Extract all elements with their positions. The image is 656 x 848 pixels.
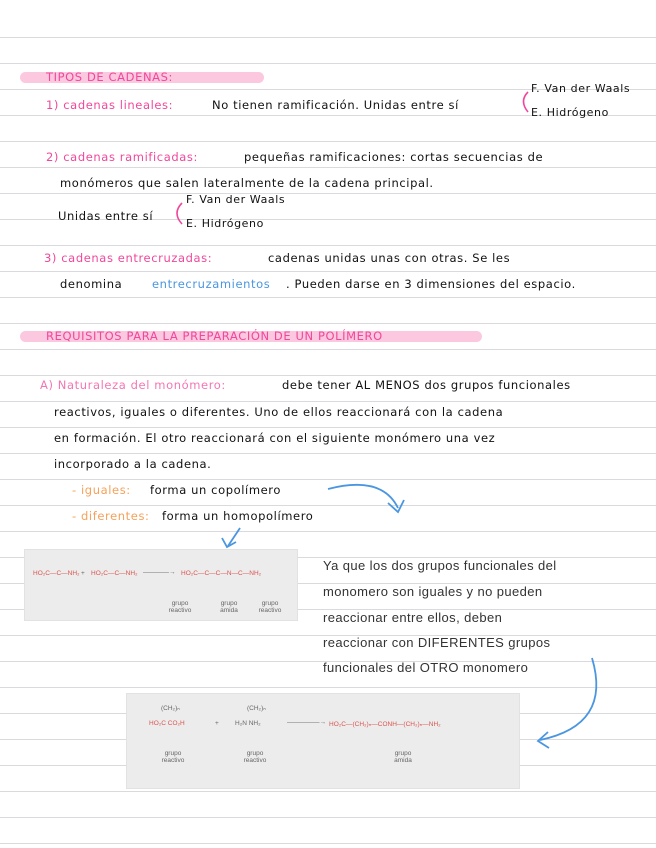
entrecruzadas-text-2c: . Pueden darse en 3 dimensiones del espacio. [286,277,576,291]
ramificadas-brace-1: F. Van der Waals [186,193,286,206]
lineales-brace-2: E. Hidrógeno [531,106,609,119]
naturaleza-text-3: en formación. El otro reaccionará con el siguiente monómero una vez [54,431,496,445]
reaction-2-label-1: grupo reactivo [161,750,185,764]
ramificadas-union: Unidas entre sí [58,209,154,223]
entrecruzadas-term: entrecruzamientos [152,277,271,291]
reaction-2-label-2: grupo reactivo [243,750,267,764]
reaction-2-monomer-1: HO₂C CO₂H [149,720,185,727]
naturaleza-text-2: reactivos, iguales o diferentes. Uno de ellos reaccionará con la cadena [54,405,504,419]
lineales-label: 1) cadenas lineales: [46,98,174,112]
heading-requisitos: REQUISITOS PARA LA PREPARACIÓN DE UN POLÍMERO [46,329,383,343]
explanation-line-3: reaccionar entre ellos, deben [323,610,503,625]
naturaleza-text-1: debe tener AL MENOS dos grupos funcionales [282,378,571,392]
reaction-2-monomer-2: H₂N NH₂ [235,720,261,727]
explanation-line-4: reaccionar con DIFERENTES grupos [323,635,551,650]
reaction-1-label-3: grupo reactivo [258,600,282,614]
reaction-1-monomer-1: HO₂C—C—NH₂ [33,570,80,577]
reaction-1-label-1: grupo reactivo [168,600,192,614]
reaction-1-product: HO₂C—C—C—N—C—NH₂ [181,570,262,577]
entrecruzadas-label: 3) cadenas entrecruzadas: [44,251,213,265]
reaction-1-arrow: ————→ [143,569,176,576]
diferentes-label: - diferentes: [72,509,150,523]
ramificadas-label: 2) cadenas ramificadas: [46,150,198,164]
ramificadas-text-1: pequeñas ramificaciones: cortas secuencias de [244,150,544,164]
naturaleza-label: A) Naturaleza del monómero: [40,378,226,392]
explanation-line-5: funcionales del OTRO monomero [323,660,529,675]
reaction-1-label-2: grupo amida [220,600,238,614]
ramificadas-brace-2: E. Hidrógeno [186,217,264,230]
reaction-1-plus: + [81,570,85,577]
reaction-1-monomer-2: HO₂C—C—NH₂ [91,570,138,577]
iguales-label: - iguales: [72,483,131,497]
arrowhead-2 [222,538,236,547]
arrow-to-reaction-2 [540,658,596,740]
explanation-line-1: Ya que los dos grupos funcionales del [323,558,557,573]
diferentes-text: forma un homopolímero [162,509,314,523]
lineales-brace-1: F. Van der Waals [531,82,631,95]
explanation-line-2: monomero son iguales y no pueden [323,584,543,599]
reaction-2-label-3: grupo amida [394,750,412,764]
entrecruzadas-text-2a: denomina [60,277,123,291]
brace-lineales [524,92,529,112]
iguales-text: forma un copolímero [150,483,282,497]
arrow-iguales-to-explanation [328,485,398,508]
reaction-2-arrow: —————→ [287,719,326,726]
heading-tipos-de-cadenas: TIPOS DE CADENAS: [46,70,173,84]
entrecruzadas-text-1: cadenas unidas unas con otras. Se les [268,251,511,265]
brace-ramificadas [177,203,182,224]
reaction-2-monomer-1-top: (CH₂)ₙ [161,705,180,712]
ramificadas-text-2: monómeros que salen lateralmente de la cadena principal. [60,176,434,190]
reaction-2-product: HO₂C—(CH₂)ₙ—CONH—(CH₂)ₙ—NH₂ [329,721,441,728]
naturaleza-text-4: incorporado a la cadena. [54,457,212,471]
reaction-2-monomer-2-top: (CH₂)ₙ [247,705,266,712]
lineales-text: No tienen ramificación. Unidas entre sí [212,98,459,112]
reaction-2-plus: + [215,720,219,727]
